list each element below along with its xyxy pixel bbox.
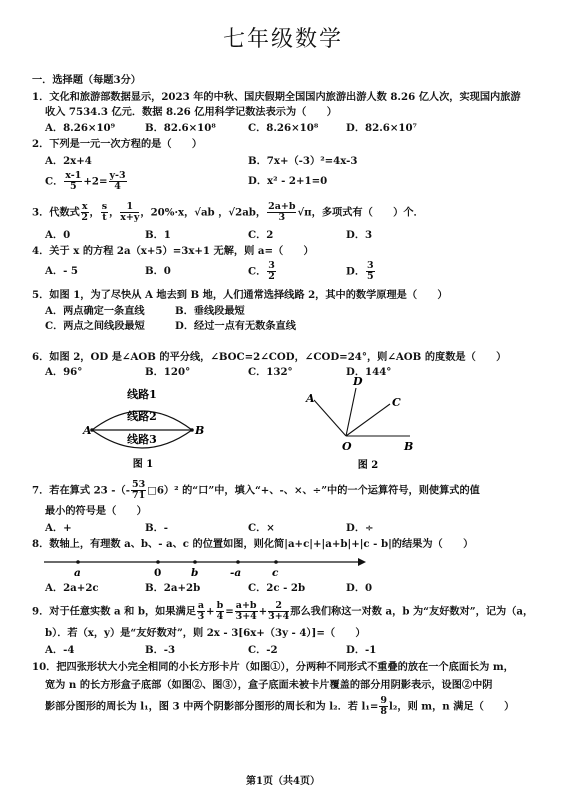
q3-frac4: $\frac{2a+b}{3}$ <box>268 201 296 223</box>
q4-option-c <box>248 261 277 282</box>
q10-line1: 10．把四张形状大小完全相同的小长方形卡片（如图①），分两种不同形式不重叠的放在一个底面长为 m， <box>32 661 514 673</box>
q10-line3-post: l₂，则 m，n 满足（ ） <box>389 700 515 713</box>
q3-stem: 3．代数式 $\frac{x}{2}$ ， $\frac{s}{t}$ ， $\frac{1}{x+y}$ ，20%·x，√ab ，√2ab， $\frac{2a+b}{3}$ √π，多项式有（ ）个． <box>32 201 424 223</box>
q1-line1: 1．文化和旅游部数据显示，2023 年的中秋、国庆假期全国国内旅游出游人数 8.26 亿人次，实现国内旅游 <box>32 91 521 103</box>
q8-option-d: D．0 <box>346 582 373 594</box>
q2-option-d: D．x² - 2+1=0 <box>248 175 328 187</box>
q2-c-frac2: $\frac{y-3}{4}$ <box>109 170 126 192</box>
q2-stem: 2．下列是一元一次方程的是（ ） <box>32 138 203 150</box>
q1-option-b: B．82.6×10⁸ <box>145 122 216 134</box>
q7-option-d: D．÷ <box>346 522 374 534</box>
q4-option-d <box>346 261 376 282</box>
q9-frac1: $\frac{a}{3}$ <box>197 600 205 622</box>
q2-c-mid: +2= <box>83 175 108 188</box>
q10-line2: 宽为 n 的长方形盒子底部（如图②、图③），盒子底面未被卡片覆盖的部分用阴影表示，设图②中阴 <box>45 679 493 691</box>
q1-line2: 收入 7534.3 亿元．数据 8.26 亿用科学记数法表示为（ ） <box>45 106 337 118</box>
label-o: O <box>342 440 352 453</box>
q10-frac: $\frac{9}{8}$ <box>380 695 388 717</box>
label-b: B <box>404 440 414 453</box>
q4-d-frac: $\frac{3}{5}$ <box>367 260 374 282</box>
route-2-label: 线路2 <box>127 410 157 423</box>
page-footer: 第1页（共4页） <box>246 776 320 787</box>
q10-line3-pre: 影部分图形的周长为 l₁，图 3 中两个阴影部分图形的周长和为 l₂．若 l₁= <box>45 700 379 713</box>
tick-neg-a: -a <box>230 567 242 578</box>
q10-line3 <box>45 696 514 717</box>
q8-option-a: A．2a+2c <box>45 582 99 594</box>
q6-option-b: B．120° <box>145 366 191 378</box>
q4-option-b: B．0 <box>145 265 171 277</box>
q9-option-c: C．-2 <box>248 644 278 656</box>
page-title: 七年级数学 <box>222 27 343 52</box>
q3-frac2: $\frac{s}{t}$ <box>101 201 108 223</box>
q1-option-a: A．8.26×10⁹ <box>45 122 116 134</box>
route-1-label: 线路1 <box>127 388 157 401</box>
figure-1-routes <box>80 380 220 472</box>
point-a <box>76 560 80 564</box>
q6-stem: 6．如图 2，OD 是∠AOB 的平分线，∠BOC=2∠COD，∠COD=24°，则∠AOB 的度数是（ ） <box>32 351 507 363</box>
q3-frac1: $\frac{x}{2}$ <box>81 201 88 223</box>
q8-number-line <box>40 552 370 578</box>
q3-frac3: $\frac{1}{x+y}$ <box>120 201 140 223</box>
point-b <box>190 428 194 432</box>
q5-option-b: B．垂线段最短 <box>175 305 245 317</box>
point-c <box>274 560 278 564</box>
q3-pre: 3．代数式 <box>32 206 80 219</box>
q2-option-a: A．2x+4 <box>45 155 92 167</box>
q9-option-a: A．-4 <box>45 644 75 656</box>
q8-option-b: B．2a+2b <box>145 582 201 594</box>
label-b: B <box>195 424 205 437</box>
point-b <box>193 560 197 564</box>
q3-post: √π，多项式有（ ）个． <box>297 206 424 219</box>
q9-pre: 9．对于任意实数 a 和 b，如果满足 <box>32 605 196 618</box>
q5-option-d: D．经过一点有无数条直线 <box>175 320 296 332</box>
q7-option-b: B．- <box>145 522 169 534</box>
q3-option-d: D．3 <box>346 229 373 241</box>
q2-c-frac1: $\frac{x-1}{5}$ <box>65 170 82 192</box>
q3-option-c: C．2 <box>248 229 274 241</box>
q9-option-d: D．-1 <box>346 644 377 656</box>
q7-option-a: A．+ <box>45 522 72 534</box>
tick-a: a <box>74 567 81 578</box>
q6-option-c: C．132° <box>248 366 293 378</box>
point-zero <box>156 560 160 564</box>
q9-stem: 9．对于任意实数 a 和 b，如果满足 $\frac{a}{3}$ + $\frac{b}{4}$ = $\frac{a+b}{3+4}$ + $\frac{2}{3+4}$ 那么我们称这一对数 a，b 为“友好数对”，记为（a， <box>32 600 534 622</box>
q5-option-c: C．两点之间线段最短 <box>45 320 145 332</box>
q2-c-label: C． <box>45 175 64 188</box>
q9-frac2: $\frac{b}{4}$ <box>216 600 224 622</box>
q4-d-label: D． <box>346 265 366 278</box>
ray-oa <box>314 400 346 436</box>
ray-oc <box>346 404 390 436</box>
q3-mid: ，20%·x，√ab ，√2ab， <box>140 206 267 219</box>
route-3-label: 线路3 <box>127 433 157 446</box>
q7-stem <box>32 480 480 501</box>
q5-option-a: A．两点确定一条直线 <box>45 305 145 317</box>
label-d: D <box>353 375 363 388</box>
tick-c: c <box>272 567 279 578</box>
q4-c-frac: $\frac{3}{2}$ <box>268 260 275 282</box>
q1-option-c: C．8.26×10⁸ <box>248 122 319 134</box>
label-a: A <box>83 424 92 437</box>
q7-line2: 最小的符号是（ ） <box>45 505 147 517</box>
q3-option-b: B．1 <box>145 229 171 241</box>
q9-frac3: $\frac{a+b}{3+4}$ <box>235 600 257 622</box>
figure-1-caption: 图 1 <box>132 459 154 470</box>
figure-2-angles <box>300 374 430 472</box>
tick-b: b <box>191 567 199 578</box>
label-c: C <box>392 396 401 409</box>
figure-2-caption: 图 2 <box>357 460 379 471</box>
q7-post: □6）² 的“口”中，填入“+、-、×、÷”中的一个运算符号，则使算式的值 <box>147 484 480 497</box>
q4-c-label: C． <box>248 265 267 278</box>
q9-frac4: $\frac{2}{3+4}$ <box>268 600 290 622</box>
q8-option-c: C．2c - 2b <box>248 582 306 594</box>
tick-zero: 0 <box>154 567 162 578</box>
q1-option-d: D．82.6×10⁷ <box>346 122 418 134</box>
q2-option-b: B．7x+（-3）²=4x-3 <box>248 155 358 167</box>
point-neg-a <box>236 560 240 564</box>
axis-arrow <box>358 558 366 566</box>
q7-option-c: C．× <box>248 522 275 534</box>
q9-line2: b）．若（x，y）是“友好数对”，则 2x - 3[6x+（3y - 4）]=（ ） <box>45 627 366 639</box>
q7-frac: $\frac{53}{71}$ <box>131 479 146 501</box>
q6-option-d: D．144° <box>346 366 392 378</box>
q4-option-a: A．- 5 <box>45 265 78 277</box>
q2-option-c <box>45 171 128 192</box>
q4-stem: 4．关于 x 的方程 2a（x+5）=3x+1 无解，则 a=（ ） <box>32 245 314 257</box>
q7-pre: 7．若在算式 23 -（- <box>32 484 130 497</box>
q8-stem: 8．数轴上，有理数 a、b、- a、c 的位置如图，则化简|a+c|+|a+b|+|c - b|的结果为（ ） <box>32 538 474 550</box>
q6-option-a: A．96° <box>45 366 83 378</box>
ray-od <box>346 388 356 436</box>
q9-option-b: B．-3 <box>145 644 176 656</box>
label-a: A <box>306 392 315 405</box>
section-heading: 一．选择题（每题3分） <box>32 74 141 86</box>
q3-option-a: A．0 <box>45 229 71 241</box>
q9-post: 那么我们称这一对数 a，b 为“友好数对”，记为（a， <box>290 605 534 618</box>
q5-stem: 5．如图 1，为了尽快从 A 地去到 B 地，人们通常选择线路 2，其中的数学原理是（ ） <box>32 289 448 301</box>
